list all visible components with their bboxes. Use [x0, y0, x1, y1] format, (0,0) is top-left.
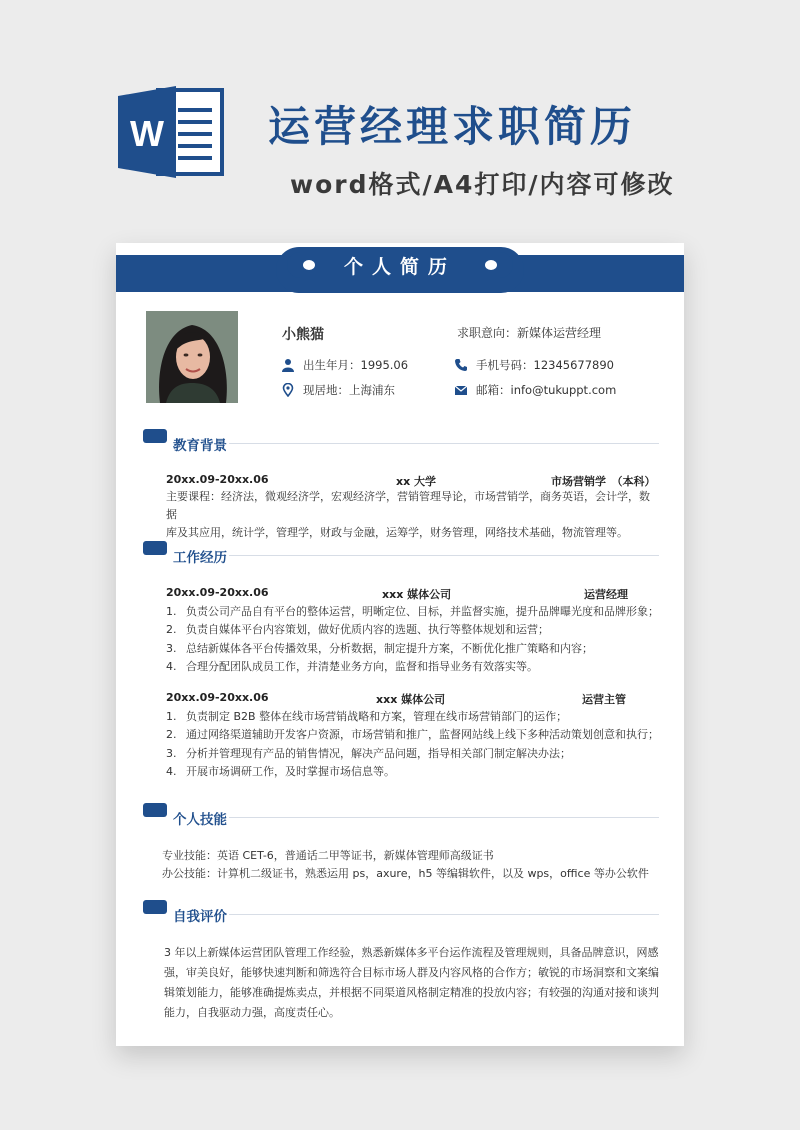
skills-line: 办公技能：计算机二级证书，熟悉运用 ps，axure，h5 等编辑软件，以及 wps，office 等办公软件 [162, 867, 649, 880]
resume-heading: 个人简历 [343, 255, 456, 278]
self-eval-section-header [143, 900, 659, 925]
job-role: 运营经理 [584, 588, 628, 601]
self-eval-line: 辑策划能力，能够准确提炼卖点，并根据不同渠道风格制定精准的投放内容；有较强的沟通对接和谈判 [164, 986, 659, 999]
dot-decoration [485, 260, 497, 270]
location-text: 现居地：上海浦东 [303, 383, 395, 397]
location-row [281, 382, 395, 398]
banner-title: 运营经理求职简历 [268, 102, 637, 151]
skills-line: 专业技能：英语 CET-6，普通话二甲等证书，新媒体管理师高级证书 [162, 849, 494, 862]
list-item: 2. 通过网络渠道辅助开发客户资源，市场营销和推广，监督网站线上线下多种活动策划创意和执行； [166, 728, 659, 742]
section-title: 工作经历 [173, 550, 227, 566]
skills-text [162, 847, 657, 883]
section-divider [229, 555, 659, 556]
section-divider [229, 914, 659, 915]
job-intent-text: 求职意向：新媒体运营经理 [457, 326, 602, 340]
job-duties-list [166, 603, 659, 676]
section-divider [229, 817, 659, 818]
word-doc-icon [118, 82, 226, 182]
person-icon [281, 358, 295, 372]
self-eval-line: 3 年以上新媒体运营团队管理工作经验，熟悉新媒体多平台运作流程及管理规则，具备品牌意识，网感 [164, 946, 659, 959]
job-entry-head [166, 691, 641, 707]
phone-icon [454, 358, 468, 372]
header-pill [276, 247, 524, 293]
skills-section-header [143, 803, 659, 828]
list-item: 2. 负责自媒体平台内容策划，做好优质内容的选题、执行等整体规划和运营； [166, 623, 549, 637]
list-item: 1. 负责公司产品自有平台的整体运营，明晰定位、目标，并监督实施，提升品牌曝光度和品牌形象； [166, 605, 659, 618]
job-period: 20xx.09-20xx.06 [166, 691, 269, 704]
list-item: 3. 分析并管理现有产品的销售情况，解决产品问题，指导相关部门制定解决办法； [166, 746, 571, 760]
phone-row [454, 357, 614, 373]
company-name: xxx 媒体公司 [382, 588, 452, 601]
section-marker [143, 803, 167, 817]
phone-text: 手机号码：12345677890 [476, 358, 614, 372]
list-item: 1. 负责制定 B2B 整体在线市场营销战略和方案，管理在线市场营销部门的运作； [166, 710, 568, 723]
birth-row [281, 357, 408, 373]
education-entry-head [166, 473, 656, 489]
self-eval-line: 强，审美良好，能够快速判断和筛选符合目标市场人群及内容风格的合作方；敏锐的市场洞察和文案编 [164, 966, 659, 979]
word-letter: W [130, 113, 164, 154]
email-text: 邮箱：info@tukuppt.com [476, 383, 617, 397]
company-name: xxx 媒体公司 [376, 693, 446, 706]
courses-line: 库及其应用，统计学，管理学，财政与金融，运筹学，财务管理，网络技术基础，物流管理等。 [166, 526, 628, 539]
education-section-header [143, 429, 659, 454]
courses-line: 主要课程：经济法，微观经济学，宏观经济学，营销管理导论，市场营销学，商务英语，会计学，数据 [166, 490, 650, 521]
section-title: 教育背景 [173, 438, 227, 454]
section-title: 个人技能 [173, 812, 227, 828]
self-eval-line: 能力，自我驱动力强，高度责任心。 [164, 1006, 340, 1019]
section-marker [143, 900, 167, 914]
email-row [454, 382, 616, 398]
candidate-name: 小熊猫 [282, 327, 324, 343]
birth-text: 出生年月：1995.06 [303, 358, 409, 372]
job-duties-list [166, 708, 659, 781]
education-period: 20xx.09-20xx.06 [166, 473, 269, 486]
section-marker [143, 541, 167, 555]
list-item: 3. 总结新媒体各平台传播效果，分析数据，制定提升方案，不断优化推广策略和内容； [166, 641, 593, 655]
school-name: xx 大学 [396, 475, 437, 488]
list-item: 4. 合理分配团队成员工作，并清楚业务方向，监督和指导业务有效落实等。 [166, 659, 538, 673]
major: 市场营销学 （本科） [551, 475, 656, 488]
location-pin-icon [281, 383, 295, 397]
job-intent [457, 324, 601, 341]
mail-icon [454, 383, 468, 397]
self-eval-text [164, 943, 659, 1023]
dot-decoration [303, 260, 315, 270]
job-entry-head [166, 586, 641, 602]
banner-subtitle: word格式/A4打印/内容可修改 [290, 170, 675, 199]
job-period: 20xx.09-20xx.06 [166, 586, 269, 599]
resume-page [116, 243, 684, 1046]
job-role: 运营主管 [582, 693, 626, 706]
section-divider [229, 443, 659, 444]
section-title: 自我评价 [173, 909, 227, 925]
education-courses [166, 488, 656, 542]
profile-photo [146, 311, 238, 403]
work-section-header [143, 541, 659, 566]
section-marker [143, 429, 167, 443]
list-item: 4. 开展市场调研工作，及时掌握市场信息等。 [166, 764, 395, 778]
